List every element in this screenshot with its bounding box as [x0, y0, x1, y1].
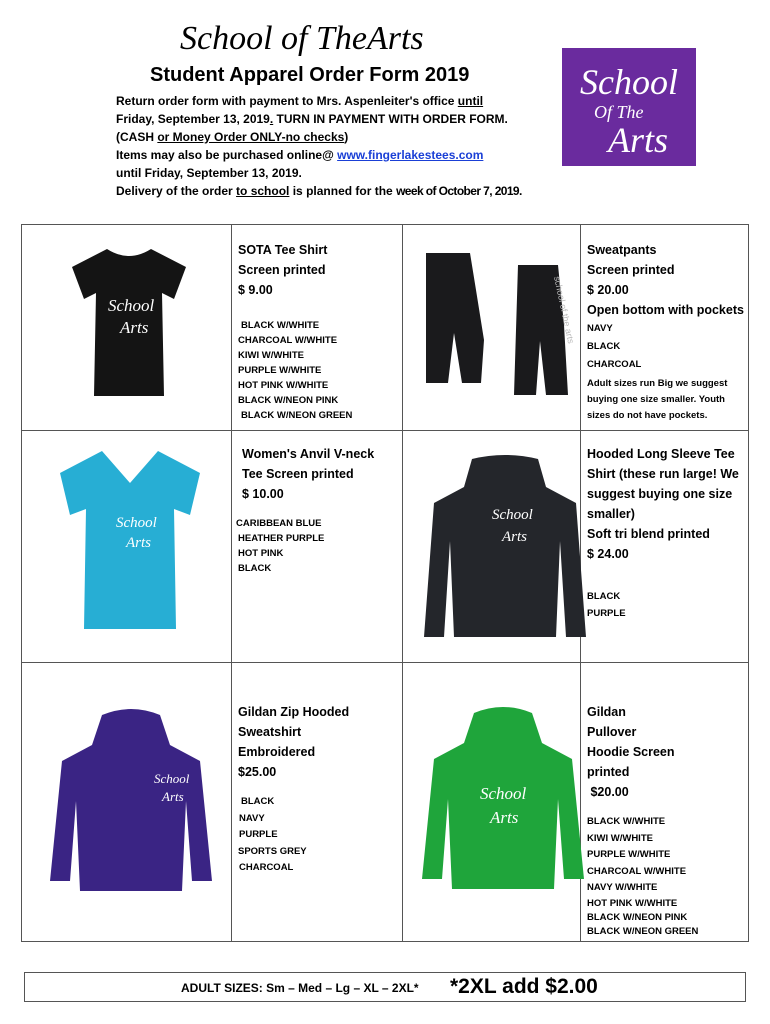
color-option: NAVY	[587, 323, 613, 334]
vneck-tee-image	[50, 443, 210, 638]
hooded-tee-name: Hooded Long Sleeve Tee	[587, 447, 735, 461]
color-option: HOT PINK	[238, 548, 284, 559]
zip-hoodie-details	[238, 702, 349, 877]
pullover-logo-text: School	[480, 784, 527, 803]
color-option: BLACK	[238, 563, 272, 574]
2xl-surcharge-note: *2XL add $2.00	[450, 975, 598, 998]
color-option: PURPLE	[239, 829, 278, 840]
color-option: CARIBBEAN BLUE	[236, 518, 322, 529]
hooded-tee-description: suggest buying one size	[587, 487, 733, 501]
sweatpants-print-text: school of the arts	[552, 275, 577, 345]
vneck-tee-method: Tee Screen printed	[242, 467, 354, 481]
page-title: School of TheArts	[180, 20, 424, 57]
online-store-link[interactable]: www.fingerlakestees.com	[337, 148, 484, 162]
instruction-line	[116, 146, 546, 164]
hooded-tee-description: Shirt (these run large! We	[587, 467, 739, 481]
sizes-footer	[24, 972, 746, 1002]
instruction-text: Return order form with payment to Mrs. Aspenleiter's office	[116, 94, 458, 108]
adult-sizes-text: ADULT SIZES: Sm – Med – Lg – XL – 2XL*	[181, 981, 419, 995]
color-option: CHARCOAL W/WHITE	[238, 335, 338, 346]
instruction-line	[116, 182, 546, 200]
zip-hoodie-logo-text: Arts	[162, 789, 184, 804]
color-option: BLACK W/NEON GREEN	[587, 925, 699, 937]
school-logo	[562, 48, 696, 166]
instruction-text: week of October 7, 2019.	[396, 184, 522, 198]
instruction-text: until	[457, 94, 484, 108]
pullover-hoodie-image	[418, 703, 588, 898]
instruction-text: Delivery of the order	[116, 184, 237, 198]
zip-hoodie-name: Sweatshirt	[238, 725, 302, 739]
hooded-tee-method: Soft tri blend printed	[587, 527, 710, 541]
instruction-line: until Friday, September 13, 2019.	[116, 166, 302, 180]
hooded-tee-logo-text: Arts	[502, 529, 528, 545]
color-option: NAVY W/WHITE	[587, 882, 658, 893]
zip-hoodie-price: $25.00	[238, 765, 277, 779]
color-option: NAVY	[239, 812, 265, 824]
tee-shirt-details	[238, 240, 352, 423]
hooded-long-sleeve-tee-image	[420, 451, 590, 646]
instruction-line	[116, 110, 546, 128]
pullover-price: $20.00	[587, 785, 629, 799]
color-option: SPORTS GREY	[238, 845, 307, 857]
instruction-text: (CASH	[116, 130, 158, 144]
color-option: BLACK W/WHITE	[241, 320, 320, 331]
color-option: HEATHER PURPLE	[238, 533, 325, 544]
hooded-tee-price: $ 24.00	[587, 547, 629, 561]
tee-shirt-image	[64, 241, 194, 406]
hooded-tee-logo-text: School	[492, 507, 533, 523]
school-logo-graphic	[562, 48, 696, 166]
zip-hoodie-name: Gildan Zip Hooded	[238, 705, 350, 719]
color-option: HOT PINK W/WHITE	[238, 380, 329, 391]
color-option: CHARCOAL W/WHITE	[587, 865, 687, 877]
hooded-tee-shape	[424, 455, 586, 637]
grid-column-divider	[231, 225, 232, 941]
color-option: PURPLE	[587, 608, 626, 619]
form-subtitle: Student Apparel Order Form 2019	[150, 64, 470, 86]
instruction-text: or Money Order ONLY-no checks	[157, 130, 345, 144]
product-grid	[21, 224, 749, 942]
zip-hoodie-method: Embroidered	[238, 745, 316, 759]
sweatpants-method: Screen printed	[587, 263, 675, 277]
grid-column-divider	[402, 225, 403, 941]
vneck-tee-name: Women's Anvil V-neck	[242, 447, 375, 461]
color-option: CHARCOAL	[239, 862, 294, 873]
instruction-line	[116, 128, 546, 146]
pullover-name: Pullover	[587, 725, 637, 739]
sizing-note: Adult sizes run Big we suggest buying one size smaller. Youth sizes do not have pockets.	[587, 378, 728, 421]
pullover-method: printed	[587, 765, 630, 779]
zip-hoodie-shape	[50, 709, 212, 891]
pullover-logo-text: Arts	[490, 808, 519, 827]
sweatpants-feature: Open bottom with pockets	[587, 303, 744, 317]
color-option: KIWI W/WHITE	[238, 350, 304, 361]
hooded-tee-details	[587, 444, 739, 622]
grid-row-divider	[22, 662, 748, 663]
vneck-tee-price: $ 10.00	[242, 487, 284, 501]
instruction-text: .	[269, 112, 274, 126]
tee-shirt-method: Screen printed	[238, 263, 326, 277]
instruction-text: TURN IN PAYMENT WITH ORDER FORM.	[273, 112, 508, 126]
logo-text-of-the: Of The	[594, 102, 644, 122]
color-option: CHARCOAL	[587, 359, 642, 370]
sweatpants-details	[587, 240, 747, 424]
pullover-name: Gildan	[587, 705, 626, 719]
zip-hoodie-logo-text: School	[154, 771, 190, 786]
color-option: BLACK W/NEON PINK	[587, 911, 688, 923]
color-option: BLACK W/NEON PINK	[238, 395, 339, 406]
pullover-method: Hoodie Screen	[587, 745, 675, 759]
color-option: BLACK	[241, 796, 275, 807]
logo-text-arts: Arts	[608, 120, 669, 160]
sweatpants-left-shape	[426, 253, 484, 383]
color-option: BLACK W/WHITE	[587, 816, 666, 827]
color-option: BLACK	[587, 591, 621, 602]
vneck-tee-details	[236, 444, 374, 576]
tee-shirt-name: SOTA Tee Shirt	[238, 243, 328, 257]
instruction-text: Items may also be purchased online@	[116, 148, 338, 162]
instruction-text: is planned for the	[289, 184, 397, 198]
instruction-line	[116, 92, 546, 110]
sweatpants-image	[418, 245, 578, 410]
sweatpants-price: $ 20.00	[587, 283, 629, 297]
color-option: BLACK	[587, 341, 621, 352]
grid-row-divider	[22, 430, 748, 431]
vneck-logo-text: School	[116, 515, 157, 531]
tee-logo-text: Arts	[120, 318, 149, 337]
instructions-block	[116, 92, 546, 200]
color-option: KIWI W/WHITE	[587, 832, 653, 844]
tee-shirt-price: $ 9.00	[238, 283, 273, 297]
logo-text-school: School	[580, 62, 678, 102]
vneck-logo-text: Arts	[126, 535, 152, 551]
instruction-text: )	[344, 130, 349, 144]
color-option: PURPLE W/WHITE	[238, 365, 322, 376]
tee-logo-text: School	[108, 296, 155, 315]
hooded-tee-description: smaller)	[587, 507, 635, 521]
color-option: HOT PINK W/WHITE	[587, 897, 678, 909]
zip-hoodie-image	[46, 705, 216, 900]
pullover-hoodie-details	[587, 702, 698, 939]
color-option: PURPLE W/WHITE	[587, 849, 671, 860]
instruction-text: to school	[236, 184, 290, 198]
instruction-text: Friday, September 13, 2019	[116, 112, 270, 126]
sweatpants-name: Sweatpants	[587, 243, 657, 257]
color-option: BLACK W/NEON GREEN	[241, 410, 353, 421]
